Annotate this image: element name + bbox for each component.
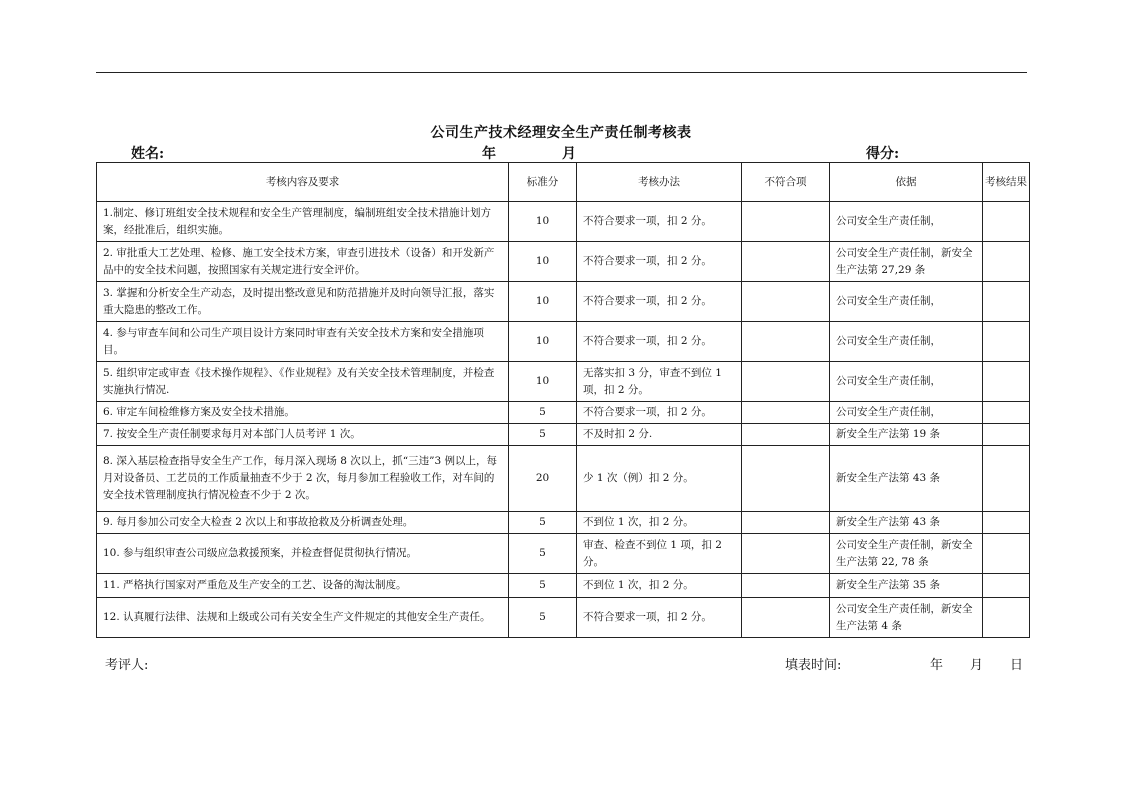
row-result[interactable] (983, 202, 1030, 242)
row-result[interactable] (983, 362, 1030, 402)
table-row (97, 598, 1030, 638)
row-standard-score: 5 (509, 512, 577, 534)
row-result[interactable] (983, 598, 1030, 638)
row-content: 8. 深入基层检查指导安全生产工作，每月深入现场 8 次以上，抓“三违”3 例以上，每月对设备员、工艺员的工作质量抽查不少于 2 次，每月参加工程验收工作，对车间的安全技术管理制度执行情况检查不少于 2 次。 (97, 446, 509, 512)
row-result[interactable] (983, 534, 1030, 574)
table-row (97, 424, 1030, 446)
row-content: 10. 参与组织审查公司级应急救援预案，并检查督促贯彻执行情况。 (97, 534, 509, 574)
row-basis: 公司安全生产责任制，新安全生产法第 22, 78 条 (830, 534, 983, 574)
table-row (97, 512, 1030, 534)
row-standard-score: 10 (509, 362, 577, 402)
row-method: 不到位 1 次，扣 2 分。 (577, 512, 742, 534)
row-content: 1.制定、修订班组安全技术规程和安全生产管理制度，编制班组安全技术措施计划方案，经批准后，组织实施。 (97, 202, 509, 242)
row-result[interactable] (983, 282, 1030, 322)
table-row (97, 446, 1030, 512)
table-row (97, 534, 1030, 574)
table-row (97, 242, 1030, 282)
row-method: 不符合要求一项，扣 2 分。 (577, 402, 742, 424)
row-result[interactable] (983, 446, 1030, 512)
row-standard-score: 10 (509, 242, 577, 282)
row-standard-score: 5 (509, 534, 577, 574)
row-basis: 公司安全生产责任制， (830, 282, 983, 322)
row-content: 9. 每月参加公司安全大检查 2 次以上和事故抢救及分析调查处理。 (97, 512, 509, 534)
row-method: 不到位 1 次，扣 2 分。 (577, 574, 742, 598)
row-method: 无落实扣 3 分，审查不到位 1 项，扣 2 分。 (577, 362, 742, 402)
row-result[interactable] (983, 574, 1030, 598)
row-basis: 新安全生产法第 19 条 (830, 424, 983, 446)
row-method: 不符合要求一项，扣 2 分。 (577, 322, 742, 362)
row-noncompliance[interactable] (742, 424, 830, 446)
row-basis: 公司安全生产责任制， (830, 322, 983, 362)
name-label: 姓名: (131, 146, 165, 162)
row-basis: 公司安全生产责任制， (830, 362, 983, 402)
table-row (97, 574, 1030, 598)
row-content: 4. 参与审查车间和公司生产项目设计方案同时审查有关安全技术方案和安全措施项目。 (97, 322, 509, 362)
column-header-basis: 依据 (830, 163, 983, 202)
table-row (97, 322, 1030, 362)
row-noncompliance[interactable] (742, 322, 830, 362)
column-header-noncompliance: 不符合项 (742, 163, 830, 202)
row-standard-score: 10 (509, 202, 577, 242)
column-header-result: 考核结果 (983, 163, 1030, 202)
row-result[interactable] (983, 322, 1030, 362)
row-method: 审查、检查不到位 1 项，扣 2 分。 (577, 534, 742, 574)
column-header-content: 考核内容及要求 (97, 163, 509, 202)
column-header-standard-score: 标准分 (509, 163, 577, 202)
row-noncompliance[interactable] (742, 446, 830, 512)
row-basis: 新安全生产法第 35 条 (830, 574, 983, 598)
row-basis: 新安全生产法第 43 条 (830, 446, 983, 512)
row-standard-score: 5 (509, 402, 577, 424)
row-basis: 公司安全生产责任制，新安全生产法第 4 条 (830, 598, 983, 638)
row-content: 3. 掌握和分析安全生产动态，及时提出整改意见和防范措施并及时向领导汇报，落实重大隐患的整改工作。 (97, 282, 509, 322)
row-method: 少 1 次（例）扣 2 分。 (577, 446, 742, 512)
document-title: 公司生产技术经理安全生产责任制考核表 (430, 125, 692, 141)
row-noncompliance[interactable] (742, 512, 830, 534)
row-noncompliance[interactable] (742, 598, 830, 638)
row-content: 7. 按安全生产责任制要求每月对本部门人员考评 1 次。 (97, 424, 509, 446)
row-content: 5. 组织审定或审查《技术操作规程》、《作业规程》及有关安全技术管理制度，并检查实施执行情况. (97, 362, 509, 402)
table-row (97, 202, 1030, 242)
row-noncompliance[interactable] (742, 534, 830, 574)
table-row (97, 402, 1030, 424)
row-standard-score: 5 (509, 598, 577, 638)
row-basis: 公司安全生产责任制，新安全生产法第 27,29 条 (830, 242, 983, 282)
year-label: 年 (482, 146, 496, 162)
row-noncompliance[interactable] (742, 574, 830, 598)
row-standard-score: 5 (509, 424, 577, 446)
column-header-method: 考核办法 (577, 163, 742, 202)
month-label: 月 (562, 146, 576, 162)
row-method: 不符合要求一项，扣 2 分。 (577, 598, 742, 638)
row-basis: 新安全生产法第 43 条 (830, 512, 983, 534)
footer-month-label: 月 (970, 658, 984, 673)
assessment-table (96, 162, 1030, 638)
row-standard-score: 10 (509, 282, 577, 322)
footer-year-label: 年 (930, 658, 944, 673)
row-noncompliance[interactable] (742, 242, 830, 282)
reviewer-label: 考评人: (105, 658, 149, 673)
row-basis: 公司安全生产责任制， (830, 402, 983, 424)
footer-day-label: 日 (1010, 658, 1024, 673)
row-content: 6. 审定车间检维修方案及安全技术措施。 (97, 402, 509, 424)
score-label: 得分: (866, 146, 900, 162)
page-header-rule (96, 72, 1027, 73)
row-noncompliance[interactable] (742, 282, 830, 322)
row-noncompliance[interactable] (742, 202, 830, 242)
row-content: 11. 严格执行国家对严重危及生产安全的工艺、设备的淘汰制度。 (97, 574, 509, 598)
row-result[interactable] (983, 242, 1030, 282)
row-noncompliance[interactable] (742, 362, 830, 402)
row-basis: 公司安全生产责任制， (830, 202, 983, 242)
row-result[interactable] (983, 512, 1030, 534)
row-content: 12. 认真履行法律、法规和上级或公司有关安全生产文件规定的其他安全生产责任。 (97, 598, 509, 638)
table-row (97, 282, 1030, 322)
row-method: 不符合要求一项，扣 2 分。 (577, 282, 742, 322)
row-method: 不符合要求一项，扣 2 分。 (577, 202, 742, 242)
row-method: 不符合要求一项，扣 2 分。 (577, 242, 742, 282)
row-standard-score: 20 (509, 446, 577, 512)
fill-time-label: 填表时间: (785, 658, 842, 673)
row-standard-score: 5 (509, 574, 577, 598)
row-method: 不及时扣 2 分. (577, 424, 742, 446)
row-result[interactable] (983, 402, 1030, 424)
table-header-row (97, 163, 1030, 202)
row-result[interactable] (983, 424, 1030, 446)
row-standard-score: 10 (509, 322, 577, 362)
row-noncompliance[interactable] (742, 402, 830, 424)
table-row (97, 362, 1030, 402)
row-content: 2. 审批重大工艺处理、检修、施工安全技术方案，审查引进技术（设备）和开发新产品中的安全技术问题，按照国家有关规定进行安全评价。 (97, 242, 509, 282)
